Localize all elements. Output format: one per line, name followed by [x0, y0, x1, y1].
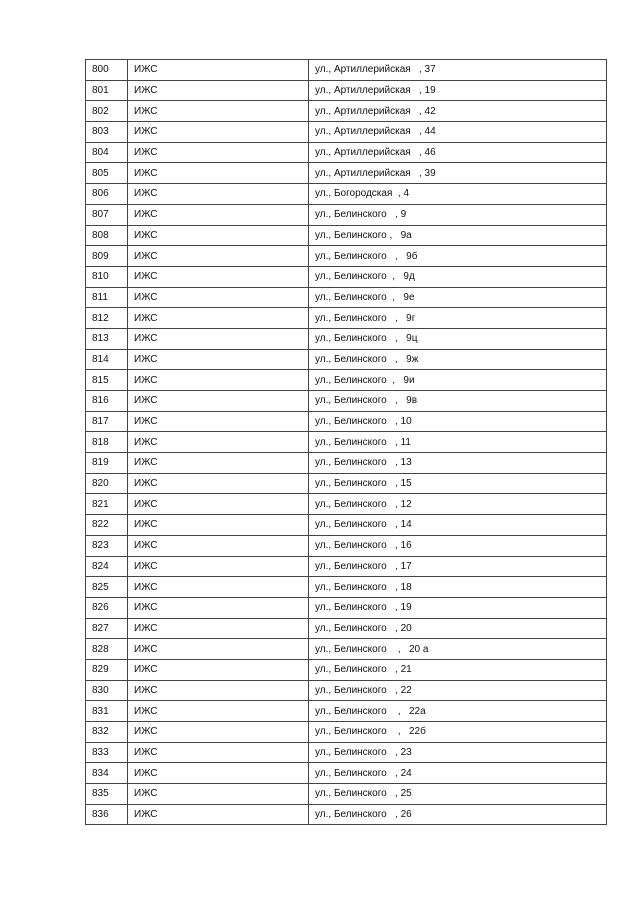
address-cell: ул., Белинского , 11 [309, 432, 607, 453]
object-type-cell: ИЖС [128, 266, 309, 287]
table-row [86, 225, 607, 246]
object-type-cell: ИЖС [128, 597, 309, 618]
object-type-cell: ИЖС [128, 328, 309, 349]
object-type-cell: ИЖС [128, 556, 309, 577]
address-cell: ул., Белинского , 9б [309, 246, 607, 267]
row-number-cell: 827 [86, 618, 128, 639]
table-row [86, 184, 607, 205]
object-type-cell: ИЖС [128, 122, 309, 143]
address-cell: ул., Белинского , 9в [309, 391, 607, 412]
row-number-cell: 819 [86, 453, 128, 474]
address-cell: ул., Белинского , 23 [309, 742, 607, 763]
row-number-cell: 805 [86, 163, 128, 184]
object-type-cell: ИЖС [128, 163, 309, 184]
row-number-cell: 808 [86, 225, 128, 246]
address-cell: ул., Белинского , 20 а [309, 639, 607, 660]
address-cell: ул., Белинского , 13 [309, 453, 607, 474]
object-type-cell: ИЖС [128, 225, 309, 246]
table-row [86, 308, 607, 329]
address-cell: ул., Белинского , 17 [309, 556, 607, 577]
address-cell: ул., Белинского , 24 [309, 763, 607, 784]
row-number-cell: 816 [86, 391, 128, 412]
object-type-cell: ИЖС [128, 432, 309, 453]
table-row [86, 328, 607, 349]
table-row [86, 742, 607, 763]
table-row [86, 556, 607, 577]
address-cell: ул., Артиллерийская , 19 [309, 80, 607, 101]
address-cell: ул., Артиллерийская , 44 [309, 122, 607, 143]
address-cell: ул., Белинского , 25 [309, 784, 607, 805]
address-cell: ул., Белинского , 9и [309, 370, 607, 391]
table-row [86, 204, 607, 225]
row-number-cell: 817 [86, 411, 128, 432]
table-row [86, 701, 607, 722]
address-cell: ул., Белинского , 12 [309, 494, 607, 515]
table-row [86, 494, 607, 515]
object-type-cell: ИЖС [128, 391, 309, 412]
table-row [86, 535, 607, 556]
table-row [86, 411, 607, 432]
object-type-cell: ИЖС [128, 515, 309, 536]
object-type-cell: ИЖС [128, 370, 309, 391]
object-type-cell: ИЖС [128, 142, 309, 163]
row-number-cell: 826 [86, 597, 128, 618]
row-number-cell: 824 [86, 556, 128, 577]
row-number-cell: 810 [86, 266, 128, 287]
row-number-cell: 809 [86, 246, 128, 267]
table-row [86, 101, 607, 122]
row-number-cell: 821 [86, 494, 128, 515]
table-row [86, 246, 607, 267]
row-number-cell: 833 [86, 742, 128, 763]
row-number-cell: 834 [86, 763, 128, 784]
row-number-cell: 818 [86, 432, 128, 453]
table-row [86, 453, 607, 474]
row-number-cell: 831 [86, 701, 128, 722]
address-cell: ул., Белинского , 9ж [309, 349, 607, 370]
table-row [86, 349, 607, 370]
table-row [86, 432, 607, 453]
table-row [86, 122, 607, 143]
object-type-cell: ИЖС [128, 680, 309, 701]
address-cell: ул., Белинского , 9а [309, 225, 607, 246]
row-number-cell: 823 [86, 535, 128, 556]
address-cell: ул., Белинского , 9 [309, 204, 607, 225]
row-number-cell: 803 [86, 122, 128, 143]
address-cell: ул., Белинского , 26 [309, 804, 607, 825]
object-type-cell: ИЖС [128, 494, 309, 515]
row-number-cell: 828 [86, 639, 128, 660]
object-type-cell: ИЖС [128, 618, 309, 639]
row-number-cell: 814 [86, 349, 128, 370]
object-type-cell: ИЖС [128, 577, 309, 598]
address-cell: ул., Белинского , 15 [309, 473, 607, 494]
object-type-cell: ИЖС [128, 308, 309, 329]
table-row [86, 597, 607, 618]
row-number-cell: 829 [86, 659, 128, 680]
address-cell: ул., Белинского , 16 [309, 535, 607, 556]
table-row [86, 370, 607, 391]
address-cell: ул., Белинского , 22 [309, 680, 607, 701]
object-type-cell: ИЖС [128, 763, 309, 784]
table-row [86, 763, 607, 784]
object-type-cell: ИЖС [128, 535, 309, 556]
row-number-cell: 836 [86, 804, 128, 825]
object-type-cell: ИЖС [128, 701, 309, 722]
row-number-cell: 801 [86, 80, 128, 101]
table-row [86, 60, 607, 81]
address-cell: ул., Белинского , 14 [309, 515, 607, 536]
address-cell: ул., Белинского , 19 [309, 597, 607, 618]
row-number-cell: 806 [86, 184, 128, 205]
row-number-cell: 804 [86, 142, 128, 163]
object-type-cell: ИЖС [128, 80, 309, 101]
address-cell: ул., Белинского , 20 [309, 618, 607, 639]
table-row [86, 618, 607, 639]
object-type-cell: ИЖС [128, 60, 309, 81]
object-type-cell: ИЖС [128, 411, 309, 432]
object-type-cell: ИЖС [128, 473, 309, 494]
row-number-cell: 832 [86, 722, 128, 743]
row-number-cell: 813 [86, 328, 128, 349]
row-number-cell: 820 [86, 473, 128, 494]
row-number-cell: 822 [86, 515, 128, 536]
address-cell: ул., Артиллерийская , 39 [309, 163, 607, 184]
register-table [85, 59, 607, 825]
table-row [86, 784, 607, 805]
object-type-cell: ИЖС [128, 742, 309, 763]
row-number-cell: 802 [86, 101, 128, 122]
object-type-cell: ИЖС [128, 722, 309, 743]
table-row [86, 659, 607, 680]
object-type-cell: ИЖС [128, 804, 309, 825]
register-table-body [86, 60, 607, 825]
object-type-cell: ИЖС [128, 349, 309, 370]
address-cell: ул., Белинского , 9е [309, 287, 607, 308]
address-cell: ул., Артиллерийская , 37 [309, 60, 607, 81]
address-cell: ул., Белинского , 22а [309, 701, 607, 722]
object-type-cell: ИЖС [128, 659, 309, 680]
table-row [86, 680, 607, 701]
row-number-cell: 811 [86, 287, 128, 308]
row-number-cell: 835 [86, 784, 128, 805]
table-row [86, 722, 607, 743]
table-row [86, 804, 607, 825]
table-row [86, 80, 607, 101]
object-type-cell: ИЖС [128, 639, 309, 660]
object-type-cell: ИЖС [128, 204, 309, 225]
address-cell: ул., Белинского , 10 [309, 411, 607, 432]
address-cell: ул., Белинского , 18 [309, 577, 607, 598]
table-row [86, 287, 607, 308]
table-row [86, 639, 607, 660]
address-cell: ул., Белинского , 9г [309, 308, 607, 329]
table-row [86, 473, 607, 494]
row-number-cell: 825 [86, 577, 128, 598]
row-number-cell: 830 [86, 680, 128, 701]
address-cell: ул., Белинского , 22б [309, 722, 607, 743]
object-type-cell: ИЖС [128, 184, 309, 205]
table-row [86, 515, 607, 536]
address-cell: ул., Белинского , 21 [309, 659, 607, 680]
address-cell: ул., Белинского , 9ц [309, 328, 607, 349]
address-cell: ул., Артиллерийская , 42 [309, 101, 607, 122]
address-cell: ул., Богородская , 4 [309, 184, 607, 205]
table-row [86, 142, 607, 163]
object-type-cell: ИЖС [128, 246, 309, 267]
table-row [86, 163, 607, 184]
row-number-cell: 812 [86, 308, 128, 329]
address-cell: ул., Белинского , 9д [309, 266, 607, 287]
address-cell: ул., Артиллерийская , 46 [309, 142, 607, 163]
object-type-cell: ИЖС [128, 101, 309, 122]
table-row [86, 266, 607, 287]
row-number-cell: 815 [86, 370, 128, 391]
row-number-cell: 807 [86, 204, 128, 225]
object-type-cell: ИЖС [128, 784, 309, 805]
object-type-cell: ИЖС [128, 453, 309, 474]
table-row [86, 577, 607, 598]
table-row [86, 391, 607, 412]
row-number-cell: 800 [86, 60, 128, 81]
object-type-cell: ИЖС [128, 287, 309, 308]
